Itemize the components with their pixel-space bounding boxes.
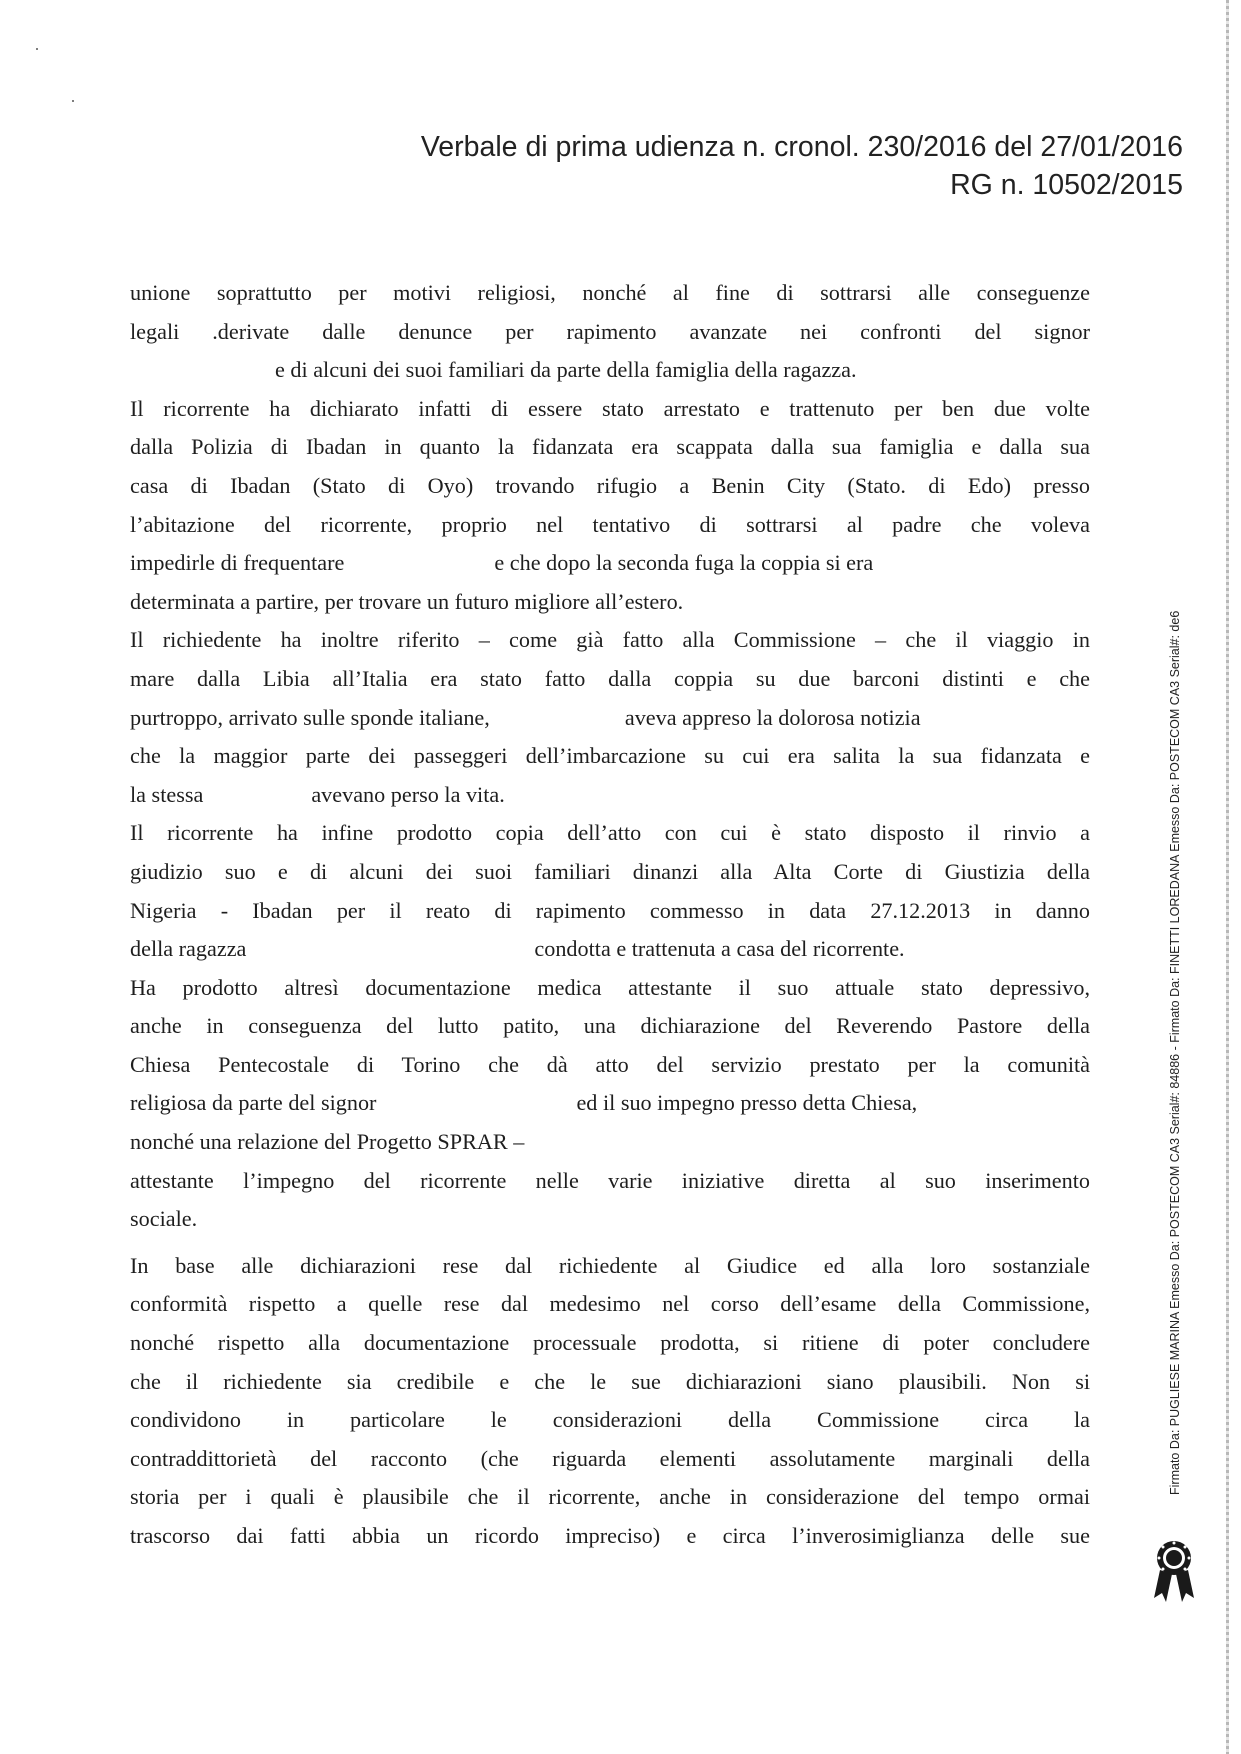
text-segment: avevano perso la vita. bbox=[311, 781, 505, 807]
scan-speck bbox=[72, 100, 74, 102]
text-line: nonché una relazione del Progetto SPRAR – bbox=[130, 1129, 525, 1155]
text-segment: impedirle di frequentare bbox=[130, 550, 345, 576]
scan-edge-border bbox=[1226, 0, 1229, 1754]
text-line: sociale. bbox=[130, 1206, 198, 1232]
text-line: casa di Ibadan (Stato di Oyo) trovando rifugio a Benin City (Stato. di Edo) presso bbox=[130, 472, 1090, 498]
text-segment: aveva appreso la dolorosa notizia bbox=[624, 704, 921, 730]
text-segment: ed il suo impegno presso detta Chiesa, bbox=[576, 1090, 918, 1116]
text-line: che la maggior parte dei passeggeri dell’imbarcazione su cui era salita la sua fidanzata e bbox=[130, 743, 1090, 769]
text-line: nonché rispetto alla documentazione processuale prodotta, si ritiene di poter concludere bbox=[130, 1330, 1090, 1356]
text-line: Il richiedente ha inoltre riferito – come già fatto alla Commissione – che il viaggio in bbox=[130, 627, 1090, 653]
text-line: storia per i quali è plausibile che il ricorrente, anche in considerazione del tempo ormai bbox=[130, 1484, 1090, 1510]
document-body bbox=[130, 274, 1090, 1556]
header-rg-line: RG n. 10502/2015 bbox=[950, 169, 1183, 201]
text-line: condividono in particolare le considerazioni della Commissione circa la bbox=[130, 1407, 1090, 1433]
text-line: determinata a partire, per trovare un futuro migliore all’estero. bbox=[130, 588, 684, 614]
text-segment: la stessa bbox=[130, 781, 204, 807]
text-line bbox=[130, 776, 1090, 815]
text-line: e di alcuni dei suoi familiari da parte della famiglia della ragazza. bbox=[275, 357, 857, 383]
text-line: Il ricorrente ha infine prodotto copia dell’atto con cui è stato disposto il rinvio a bbox=[130, 820, 1090, 846]
text-line bbox=[130, 1084, 1090, 1123]
header-verbale-line: Verbale di prima udienza n. cronol. 230/2016 del 27/01/2016 bbox=[420, 131, 1183, 163]
text-line: attestante l’impegno del ricorrente nelle varie iniziative diretta al suo inserimento bbox=[130, 1167, 1090, 1193]
text-line: unione soprattutto per motivi religiosi, nonché al fine di sottrarsi alle conseguenze bbox=[130, 280, 1090, 305]
text-line: Il ricorrente ha dichiarato infatti di essere stato arrestato e trattenuto per ben due volte bbox=[130, 395, 1090, 421]
text-line: che il richiedente sia credibile e che le sue dichiarazioni siano plausibili. Non si bbox=[130, 1368, 1090, 1394]
text-segment: condotta e trattenuta a casa del ricorrente. bbox=[534, 936, 905, 962]
text-line: dalla Polizia di Ibadan in quanto la fidanzata era scappata dalla sua famiglia e dalla sua bbox=[130, 434, 1090, 460]
text-line: trascorso dai fatti abbia un ricordo impreciso) e circa l’inverosimiglianza delle sue bbox=[130, 1523, 1090, 1548]
digital-signature-text: Firmato Da: PUGLIESE MARINA Emesso Da: POSTECOM CA3 Serial#: 84886 - Firmato Da: FINETTI LOREDANA Emesso Da: POSTECOM CA3 Serial#: de6 bbox=[1168, 610, 1182, 1495]
text-line bbox=[130, 544, 1090, 583]
text-line: giudizio suo e di alcuni dei suoi familiari dinanzi alla Alta Corte di Giustizia della bbox=[130, 858, 1090, 884]
text-line: Chiesa Pentecostale di Torino che dà atto del servizio prestato per la comunità bbox=[130, 1051, 1090, 1077]
text-line: l’abitazione del ricorrente, proprio nel tentativo di sottrarsi al padre che voleva bbox=[130, 511, 1090, 537]
text-line: conformità rispetto a quelle rese dal medesimo nel corso dell’esame della Commissione, bbox=[130, 1291, 1090, 1317]
text-line: In base alle dichiarazioni rese dal richiedente al Giudice ed alla loro sostanziale bbox=[130, 1252, 1090, 1278]
text-line bbox=[130, 930, 1090, 969]
text-line bbox=[130, 699, 1090, 738]
text-line: contraddittorietà del racconto (che riguarda elementi assolutamente marginali della bbox=[130, 1445, 1090, 1471]
text-segment: religiosa da parte del signor bbox=[130, 1090, 377, 1116]
text-segment: e che dopo la seconda fuga la coppia si era bbox=[494, 550, 874, 576]
text-segment: della ragazza bbox=[130, 936, 247, 962]
text-line: Ha prodotto altresì documentazione medica attestante il suo attuale stato depressivo, bbox=[130, 974, 1090, 1000]
signature-seal-icon bbox=[1150, 1538, 1198, 1604]
text-line: anche in conseguenza del lutto patito, una dichiarazione del Reverendo Pastore della bbox=[130, 1013, 1090, 1039]
text-line: Nigeria - Ibadan per il reato di rapimento commesso in data 27.12.2013 in danno bbox=[130, 897, 1090, 923]
text-line: legali .derivate dalle denunce per rapimento avanzate nei confronti del signor bbox=[130, 318, 1090, 344]
text-line: mare dalla Libia all’Italia era stato fatto dalla coppia su due barconi distinti e che bbox=[130, 665, 1090, 691]
scan-speck bbox=[36, 48, 38, 50]
document-header bbox=[283, 128, 1183, 204]
text-segment: purtroppo, arrivato sulle sponde italiane, bbox=[130, 704, 490, 730]
